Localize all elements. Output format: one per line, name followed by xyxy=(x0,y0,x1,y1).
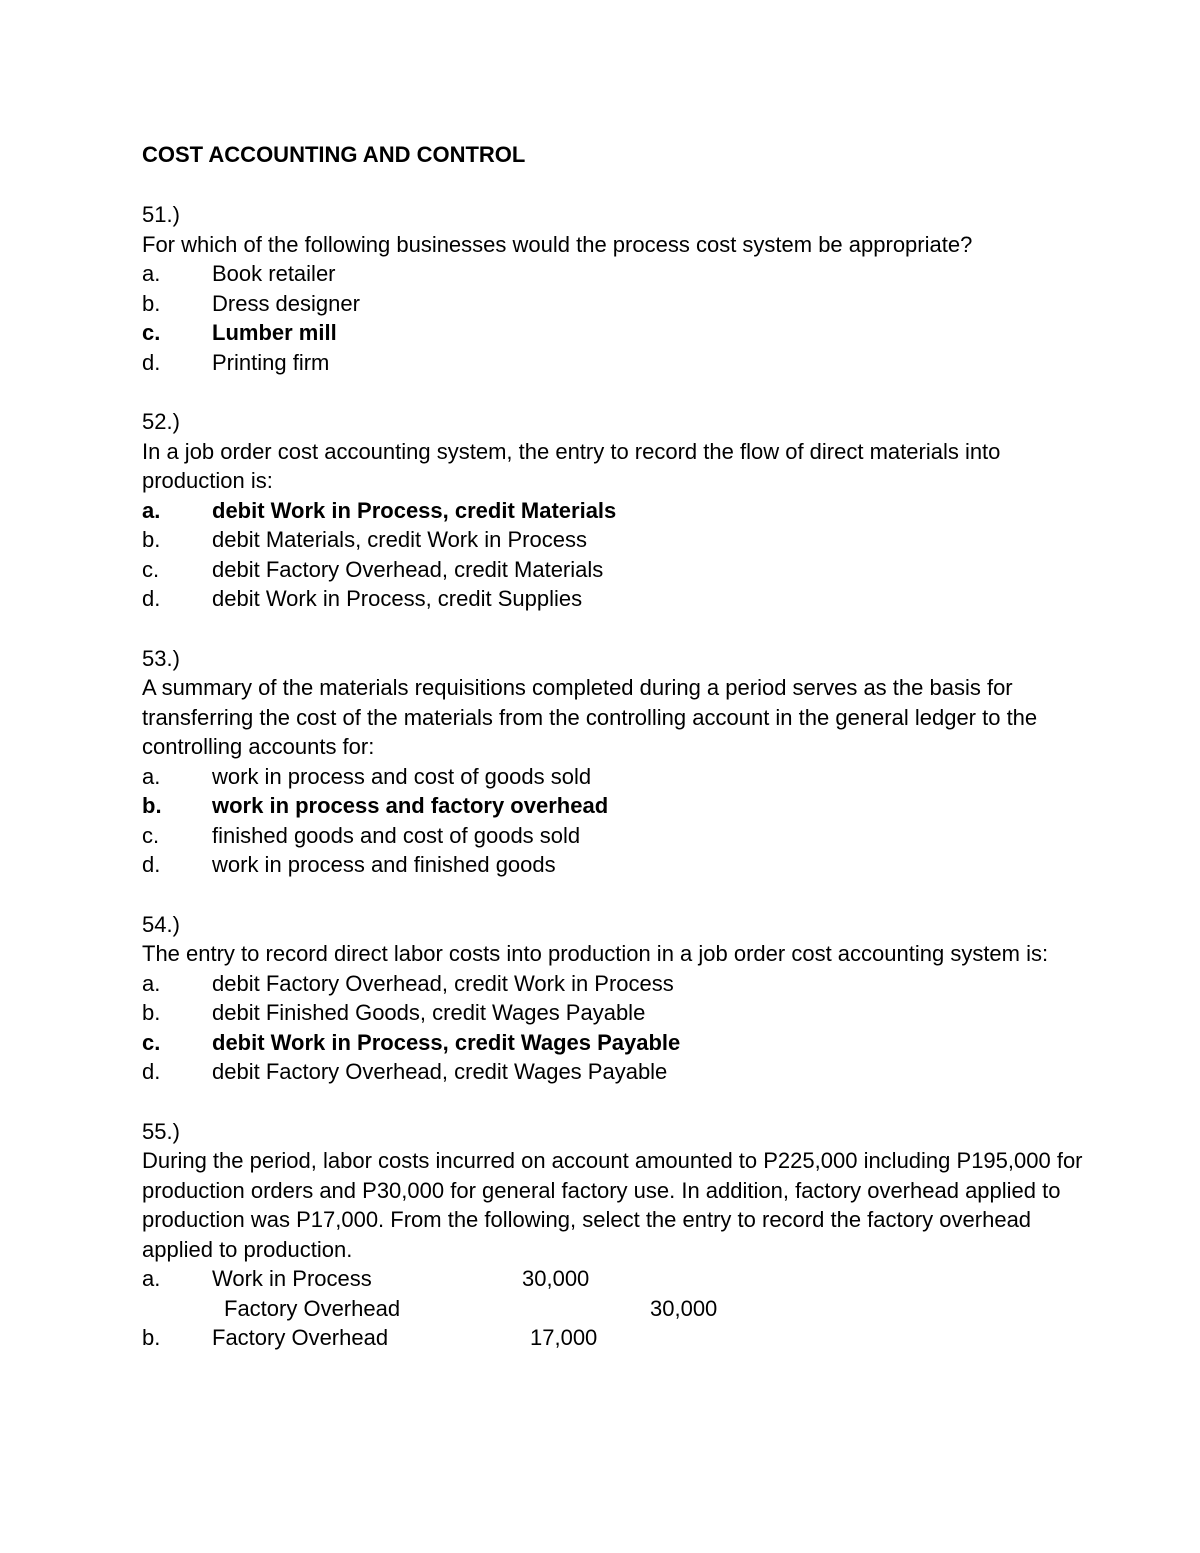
choice-a-correct xyxy=(142,496,1102,526)
choice-letter: a. xyxy=(142,261,161,286)
choice-text: debit Factory Overhead, credit Wages Payable xyxy=(212,1059,668,1084)
choice-letter: a. xyxy=(142,970,161,996)
choice-letter: c. xyxy=(142,1029,161,1055)
question-number: 51.) xyxy=(142,202,180,227)
question-53 xyxy=(142,644,1102,880)
account-name: Factory Overhead xyxy=(224,1295,401,1321)
choice-d xyxy=(142,1057,1102,1087)
choice-text: Lumber mill xyxy=(212,320,337,345)
choice-c xyxy=(142,555,1102,585)
choice-text: debit Work in Process, credit Supplies xyxy=(212,586,583,611)
choice-letter: a. xyxy=(142,497,161,523)
question-51 xyxy=(142,200,1102,377)
choice-text: work in process and finished goods xyxy=(212,852,556,877)
choice-letter: a. xyxy=(142,763,161,789)
choice-text: Printing firm xyxy=(212,349,330,375)
choice-letter: b. xyxy=(142,1325,161,1350)
choice-letter: d. xyxy=(142,1059,161,1084)
question-55 xyxy=(142,1117,1102,1353)
journal-entry-row xyxy=(142,1264,1102,1294)
choice-a xyxy=(142,762,1102,792)
choice-b-correct xyxy=(142,791,1102,821)
credit-amount xyxy=(650,1264,770,1294)
question-54 xyxy=(142,910,1102,1087)
journal-entry-row xyxy=(142,1323,1102,1353)
account-name: Factory Overhead xyxy=(212,1325,389,1350)
question-number: 55.) xyxy=(142,1118,180,1144)
document-page xyxy=(142,140,1102,1383)
choice-letter: c. xyxy=(142,556,160,582)
choice-letter: b. xyxy=(142,290,161,316)
document-title: COST ACCOUNTING AND CONTROL xyxy=(142,142,526,167)
question-number: 53.) xyxy=(142,645,180,671)
choice-letter: a. xyxy=(142,1266,161,1291)
choice-text: Book retailer xyxy=(212,261,336,286)
choice-letter: c. xyxy=(142,320,161,345)
choice-letter: c. xyxy=(142,822,160,848)
choice-letter: d. xyxy=(142,349,161,375)
choice-letter: b. xyxy=(142,793,162,818)
choice-d xyxy=(142,850,1102,880)
choice-b xyxy=(142,525,1102,555)
choice-text: debit Work in Process, credit Wages Payable xyxy=(212,1029,681,1055)
question-stem: A summary of the materials requisitions completed during a period serves as the basis for transferring the cost of the materials from the controlling account in the general ledger to the controlling accounts for: xyxy=(142,675,1038,759)
question-stem: During the period, labor costs incurred on account amounted to P225,000 including P195,000 for production orders and P30,000 for general factory use. In addition, factory overhead applied to production was P17,000. From the following, select the entry to record the factory overhead applied to production. xyxy=(142,1148,1083,1262)
choice-text: finished goods and cost of goods sold xyxy=(212,822,581,848)
debit-amount xyxy=(522,1294,650,1324)
choice-letter: d. xyxy=(142,586,161,611)
choice-letter: b. xyxy=(142,1000,161,1025)
choice-c xyxy=(142,821,1102,851)
debit-amount: 17,000 xyxy=(530,1325,598,1350)
question-stem: For which of the following businesses would the process cost system be appropriate? xyxy=(142,231,973,257)
choice-text: work in process and factory overhead xyxy=(212,793,609,818)
choice-c-correct xyxy=(142,318,1102,348)
choice-c-correct xyxy=(142,1028,1102,1058)
question-stem: In a job order cost accounting system, the entry to record the flow of direct materials into production is: xyxy=(142,438,1001,493)
question-52 xyxy=(142,407,1102,614)
choice-b xyxy=(142,289,1102,319)
credit-amount: 30,000 xyxy=(650,1295,718,1321)
choice-letter xyxy=(142,1294,212,1324)
question-number: 54.) xyxy=(142,911,180,937)
choice-a xyxy=(142,969,1102,999)
choice-d xyxy=(142,348,1102,378)
choice-text: debit Finished Goods, credit Wages Payable xyxy=(212,1000,646,1025)
choice-text: debit Factory Overhead, credit Work in Process xyxy=(212,970,674,996)
choice-text: debit Materials, credit Work in Process xyxy=(212,527,587,552)
question-number: 52.) xyxy=(142,409,180,434)
choice-text: work in process and cost of goods sold xyxy=(212,763,592,789)
journal-entry-row xyxy=(142,1294,1102,1324)
debit-amount: 30,000 xyxy=(522,1266,590,1291)
choice-letter: b. xyxy=(142,527,161,552)
choice-letter: d. xyxy=(142,852,161,877)
credit-amount xyxy=(658,1323,778,1353)
choice-text: debit Factory Overhead, credit Materials xyxy=(212,556,604,582)
choice-d xyxy=(142,584,1102,614)
question-stem: The entry to record direct labor costs into production in a job order cost accounting system is: xyxy=(142,941,1049,966)
account-name: Work in Process xyxy=(212,1266,372,1291)
choice-a xyxy=(142,259,1102,289)
choice-text: Dress designer xyxy=(212,290,360,316)
choice-b xyxy=(142,998,1102,1028)
choice-text: debit Work in Process, credit Materials xyxy=(212,497,617,523)
